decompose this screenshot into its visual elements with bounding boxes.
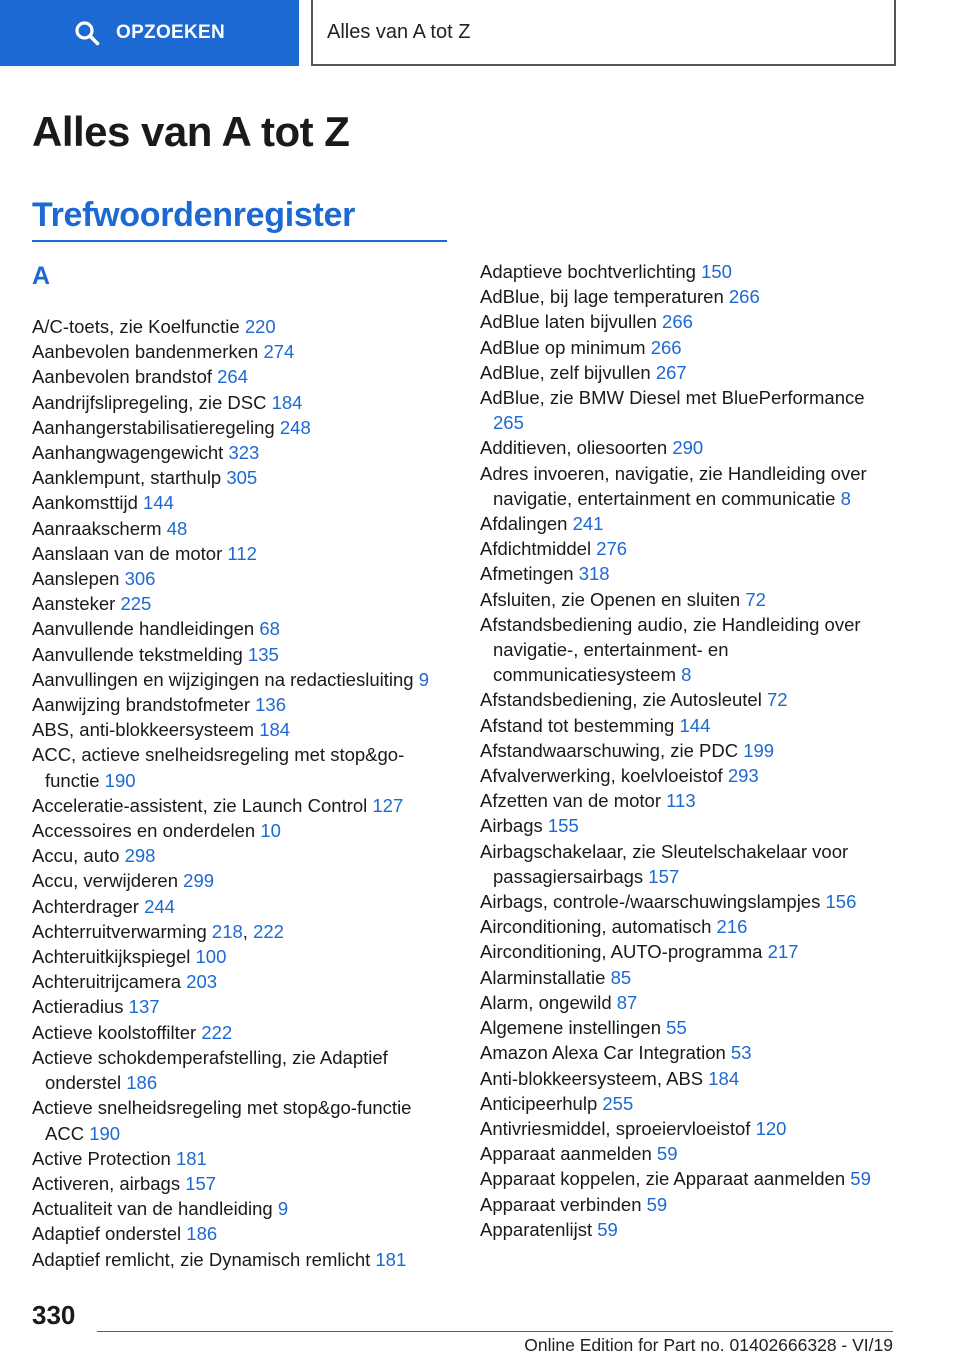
index-entry-text: Afvalverwerking, koelvloeistof — [480, 765, 723, 787]
index-entry-text: Aanbevolen brandstof — [32, 366, 212, 388]
page-reference-link[interactable]: 127 — [372, 794, 404, 816]
page-reference-link[interactable]: 10 — [260, 820, 281, 842]
page-reference-link[interactable]: 255 — [602, 1092, 634, 1114]
page-reference-link[interactable]: 290 — [672, 437, 704, 459]
index-entry-text: Afzetten van de motor — [480, 790, 661, 812]
index-entry-text: Accu, verwijderen — [32, 870, 179, 892]
index-entry-text: Adaptieve bochtverlichting — [480, 261, 696, 282]
index-entry-text: Afsluiten, zie Openen en sluiten — [480, 588, 741, 610]
page-reference-link[interactable]: 184 — [708, 1067, 740, 1089]
index-entry-text: Aanklempunt, starthulp — [32, 467, 222, 489]
index-entry-text: Apparaat koppelen, zie Apparaat aanmelden — [480, 1168, 846, 1190]
page-reference-link[interactable]: 218 — [211, 920, 243, 942]
index-entry-text: Apparaat verbinden — [480, 1193, 642, 1215]
index-entry-text: AdBlue op minimum — [480, 336, 646, 358]
page-reference-link[interactable]: 216 — [716, 916, 748, 938]
index-entry — [480, 939, 900, 964]
index-entry-text: Anti-blokkeersysteem, ABS — [480, 1067, 704, 1089]
index-entry — [480, 1015, 900, 1040]
index-column-left — [32, 314, 450, 1272]
page-reference-link[interactable]: 150 — [701, 261, 732, 282]
index-entry — [32, 667, 450, 692]
index-entry — [32, 516, 450, 541]
page-reference-link[interactable]: 113 — [666, 790, 696, 812]
index-entry-text: Accu, auto — [32, 845, 120, 867]
page-reference-link[interactable]: 264 — [217, 366, 249, 388]
index-entry — [32, 1095, 450, 1145]
page-separator: , — [242, 920, 248, 942]
index-entry — [480, 1091, 900, 1116]
page-reference-link[interactable]: 9 — [418, 668, 429, 690]
index-entry-text: Actualiteit van de handleiding — [32, 1198, 273, 1220]
page-reference-link[interactable]: 144 — [679, 714, 711, 736]
index-entry-text: Achterruitverwarming — [32, 920, 207, 942]
index-entry-text: Adres invoeren, navigatie, zie Handleiding over navigatie, entertainment en communicatie — [480, 462, 867, 509]
index-entry — [480, 788, 900, 813]
index-entry-text: Actieve snelheidsregeling met stop&go-functie ACC — [32, 1097, 412, 1144]
page-reference-link[interactable]: 190 — [104, 769, 136, 791]
index-entry — [480, 738, 900, 763]
index-entry-text: Achterdrager — [32, 895, 139, 917]
index-entry — [480, 1192, 900, 1217]
index-entry — [480, 435, 900, 460]
index-entry — [480, 1141, 900, 1166]
index-entry — [32, 541, 450, 566]
index-entry — [480, 763, 900, 788]
index-entry-text: Aanwijzing brandstofmeter — [32, 694, 250, 716]
index-entry — [480, 914, 900, 939]
page-reference-link[interactable]: 267 — [655, 361, 687, 383]
footer-divider — [97, 1331, 893, 1332]
page-reference-link[interactable]: 276 — [596, 538, 628, 560]
index-entry — [480, 511, 900, 536]
index-entry-text: Additieven, oliesoorten — [480, 437, 668, 459]
index-entry-text: Aanbevolen bandenmerken — [32, 341, 259, 363]
index-entry — [480, 713, 900, 738]
page-reference-link[interactable]: 305 — [226, 467, 258, 489]
index-entry-text: Afstandsbediening audio, zie Handleiding over navigatie-, entertainment- en communicatiesysteem — [480, 613, 861, 686]
index-entry-text: Acceleratie-assistent, zie Launch Control — [32, 794, 368, 816]
page-reference-link[interactable]: 136 — [255, 694, 287, 716]
page-reference-link[interactable]: 53 — [730, 1042, 752, 1064]
index-entry-text: Alarm, ongewild — [480, 991, 612, 1013]
index-entry-text: Algemene instellingen — [480, 1017, 662, 1039]
page-reference-link[interactable]: 241 — [572, 513, 604, 535]
index-entry — [480, 335, 900, 360]
page-reference-link[interactable]: 244 — [144, 895, 175, 917]
index-entry-text: AdBlue laten bijvullen — [480, 311, 657, 333]
index-entry-text: Aanslepen — [32, 568, 120, 590]
page-title: Alles van A tot Z — [32, 108, 350, 155]
section-divider — [32, 240, 447, 242]
index-entry-text: Airconditioning, AUTO-programma — [480, 941, 763, 963]
index-entry-text: AdBlue, zie BMW Diesel met BluePerformance — [480, 387, 865, 409]
index-entry — [32, 1020, 450, 1045]
index-entry — [480, 309, 900, 334]
index-entry — [32, 894, 450, 919]
page-reference-link[interactable]: 222 — [253, 920, 284, 942]
index-entry — [32, 1146, 450, 1171]
index-entry — [32, 1171, 450, 1196]
page-reference-link[interactable]: 181 — [375, 1248, 407, 1270]
index-entry-text: Adaptief onderstel — [32, 1223, 182, 1245]
index-entry-text: Afstand tot bestemming — [480, 714, 675, 736]
page-reference-link[interactable]: 203 — [186, 971, 218, 993]
page-reference-link[interactable]: 72 — [766, 689, 788, 711]
index-entry — [32, 944, 450, 969]
index-entry-text: Airbags — [480, 815, 543, 837]
index-entry — [480, 990, 900, 1015]
page-reference-link[interactable]: 55 — [666, 1017, 687, 1039]
index-entry — [32, 1247, 450, 1272]
page-reference-link[interactable]: 323 — [228, 442, 260, 464]
index-entry-text: AdBlue, zelf bijvullen — [480, 361, 651, 383]
page-reference-link[interactable]: 48 — [166, 517, 188, 539]
page-reference-link[interactable]: 68 — [259, 618, 280, 640]
index-entry — [32, 1045, 450, 1095]
index-entry — [32, 339, 450, 364]
page-reference-link[interactable]: 155 — [547, 815, 579, 837]
page-reference-link[interactable]: 266 — [728, 286, 760, 308]
index-entry — [480, 687, 900, 712]
index-entry — [32, 692, 450, 717]
index-entry-text: Activeren, airbags — [32, 1172, 181, 1194]
index-entry — [32, 364, 450, 389]
page-reference-link[interactable]: 72 — [745, 588, 766, 610]
index-entry-text: Aandrijfslipregeling, zie DSC — [32, 391, 267, 413]
index-entry — [480, 1116, 900, 1141]
page-reference-link[interactable]: 266 — [650, 336, 682, 358]
index-entry — [480, 587, 900, 612]
index-entry — [32, 566, 450, 591]
index-entry-text: Achteruitrijcamera — [32, 971, 182, 993]
index-entry-text: Aanhangerstabilisatieregeling — [32, 416, 275, 438]
breadcrumb-text: Alles van A tot Z — [327, 20, 471, 43]
index-entry — [480, 612, 900, 688]
page-reference-link[interactable]: 318 — [578, 563, 610, 585]
index-entry — [32, 591, 450, 616]
footer-edition-text: Online Edition for Part no. 01402666328 - VI/19 — [524, 1335, 893, 1355]
page-reference-link[interactable]: 293 — [727, 765, 759, 787]
index-entry — [480, 1166, 900, 1191]
index-entry — [32, 1221, 450, 1246]
index-entry-text: Afmetingen — [480, 563, 574, 585]
index-entry — [480, 461, 900, 511]
index-entry-text: ACC, actieve snelheidsregeling met stop&go-functie — [32, 744, 405, 791]
page-reference-link[interactable]: 59 — [597, 1218, 618, 1240]
page-reference-link[interactable]: 248 — [279, 416, 311, 438]
index-entry — [480, 259, 900, 284]
page-reference-link[interactable]: 112 — [227, 542, 257, 564]
index-entry — [32, 717, 450, 742]
index-entry — [32, 642, 450, 667]
page-reference-link[interactable]: 59 — [656, 1143, 678, 1165]
page-reference-link[interactable]: 137 — [128, 996, 160, 1018]
page-reference-link[interactable]: 186 — [186, 1223, 218, 1245]
page-reference-link[interactable]: 299 — [183, 870, 215, 892]
index-entry-text: Actieve koolstoffilter — [32, 1021, 197, 1043]
index-entry — [480, 1217, 900, 1242]
index-entry — [32, 390, 450, 415]
index-entry-text: Achteruitkijkspiegel — [32, 946, 191, 968]
index-entry-text: Aankomsttijd — [32, 492, 138, 514]
index-entry — [32, 490, 450, 515]
index-letter-heading: A — [32, 262, 51, 290]
page-reference-link[interactable]: 59 — [850, 1168, 871, 1190]
page-reference-link[interactable]: 8 — [840, 487, 851, 509]
page-reference-link[interactable]: 266 — [662, 311, 693, 333]
page-reference-link[interactable]: 220 — [244, 316, 276, 337]
index-entry-text: Antivriesmiddel, sproeiervloeistof — [480, 1117, 751, 1139]
index-entry — [32, 793, 450, 818]
index-entry — [32, 818, 450, 843]
page-reference-link[interactable]: 9 — [277, 1198, 289, 1220]
breadcrumb — [311, 0, 896, 66]
page-reference-link[interactable]: 306 — [124, 568, 156, 590]
index-entry-text: Aansteker — [32, 593, 116, 615]
index-entry — [32, 969, 450, 994]
search-icon — [74, 20, 100, 46]
index-entry — [32, 868, 450, 893]
index-entry — [480, 385, 900, 435]
index-entry — [32, 1196, 450, 1221]
index-entry — [32, 994, 450, 1019]
index-entry-text: Afdichtmiddel — [480, 538, 592, 560]
index-entry-text: Accessoires en onderdelen — [32, 820, 256, 842]
index-entry-text: ABS, anti-blokkeersysteem — [32, 719, 255, 741]
index-entry — [32, 465, 450, 490]
page-reference-link[interactable]: 225 — [120, 593, 152, 615]
index-entry-text: Aanraakscherm — [32, 517, 162, 539]
index-entry — [32, 415, 450, 440]
page-reference-link[interactable]: 222 — [201, 1021, 233, 1043]
page-reference-link[interactable]: 186 — [126, 1072, 158, 1094]
page-reference-link[interactable]: 190 — [89, 1122, 121, 1144]
page-reference-link[interactable]: 144 — [143, 492, 174, 514]
top-bar — [0, 0, 960, 66]
index-entry-text: Active Protection — [32, 1147, 171, 1169]
index-entry-text: Apparaat aanmelden — [480, 1143, 652, 1165]
page-reference-link[interactable]: 135 — [247, 643, 279, 665]
page-reference-link[interactable]: 8 — [681, 664, 692, 686]
index-entry-text: Airbagschakelaar, zie Sleutelschakelaar voor passagiersairbags — [480, 840, 849, 887]
index-entry — [480, 360, 900, 385]
index-entry — [480, 889, 900, 914]
index-entry — [480, 284, 900, 309]
index-entry — [32, 616, 450, 641]
index-entry-text: Aanvullende tekstmelding — [32, 643, 243, 665]
page-reference-link[interactable]: 87 — [616, 991, 638, 1013]
page-reference-link[interactable]: 85 — [610, 966, 632, 988]
index-entry-text: AdBlue, bij lage temperaturen — [480, 286, 724, 308]
index-entry-text: Aanhangwagengewicht — [32, 442, 224, 464]
page-reference-link[interactable]: 120 — [755, 1117, 787, 1139]
page-reference-link[interactable]: 156 — [825, 891, 857, 913]
index-entry-text: Alarminstallatie — [480, 966, 606, 988]
page-reference-link[interactable]: 217 — [767, 941, 799, 963]
index-entry-text: Airbags, controle-/waarschuwingslampjes — [480, 891, 821, 913]
page-reference-link[interactable]: 157 — [648, 865, 680, 887]
index-entry — [480, 1040, 900, 1065]
index-entry-text: Amazon Alexa Car Integration — [480, 1042, 726, 1064]
index-entry — [480, 965, 900, 990]
index-entry — [480, 1066, 900, 1091]
page-reference-link[interactable]: 184 — [259, 719, 291, 741]
index-entry-text: Aanslaan van de motor — [32, 542, 223, 564]
index-entry-text: Afdalingen — [480, 513, 568, 535]
index-entry — [32, 314, 450, 339]
index-entry-text: Apparatenlijst — [480, 1218, 593, 1240]
index-entry-text: Airconditioning, automatisch — [480, 916, 712, 938]
index-entry-text: Adaptief remlicht, zie Dynamisch remlicht — [32, 1248, 371, 1270]
page-reference-link[interactable]: 199 — [743, 739, 775, 761]
search-button-label: OPZOEKEN — [115, 22, 226, 43]
search-button[interactable] — [0, 0, 299, 66]
index-entry-text: Anticipeerhulp — [480, 1092, 598, 1114]
index-entry — [32, 440, 450, 465]
page-number: 330 — [32, 1300, 76, 1330]
index-entry — [480, 561, 900, 586]
page-reference-link[interactable]: 157 — [185, 1172, 217, 1194]
index-entry-text: Afstandwaarschuwing, zie PDC — [480, 739, 739, 761]
page-reference-link[interactable]: 298 — [124, 845, 156, 867]
index-column-right — [480, 259, 900, 1242]
index-entry-text: Aanvullingen en wijzigingen na redactiesluiting — [32, 668, 414, 690]
index-entry — [480, 839, 900, 889]
index-entry-text: Actieve schokdemperafstelling, zie Adaptief onderstel — [32, 1046, 388, 1094]
page-reference-link[interactable]: 184 — [271, 391, 303, 413]
index-entry-text: Afstandsbediening, zie Autosleutel — [480, 689, 762, 711]
index-entry-text: A/C-toets, zie Koelfunctie — [32, 316, 240, 337]
index-entry — [32, 919, 450, 944]
index-entry-text: Actieradius — [32, 996, 124, 1018]
section-title: Trefwoordenregister — [32, 196, 356, 234]
index-entry — [480, 536, 900, 561]
page-reference-link[interactable]: 265 — [493, 412, 524, 434]
index-entry-text: Aanvullende handleidingen — [32, 618, 255, 640]
page-reference-link[interactable]: 181 — [175, 1147, 207, 1169]
page-reference-link[interactable]: 100 — [195, 946, 227, 968]
index-entry — [480, 813, 900, 838]
index-entry — [32, 843, 450, 868]
index-entry — [32, 742, 450, 792]
page-reference-link[interactable]: 59 — [646, 1193, 668, 1215]
page-reference-link[interactable]: 274 — [263, 341, 295, 363]
